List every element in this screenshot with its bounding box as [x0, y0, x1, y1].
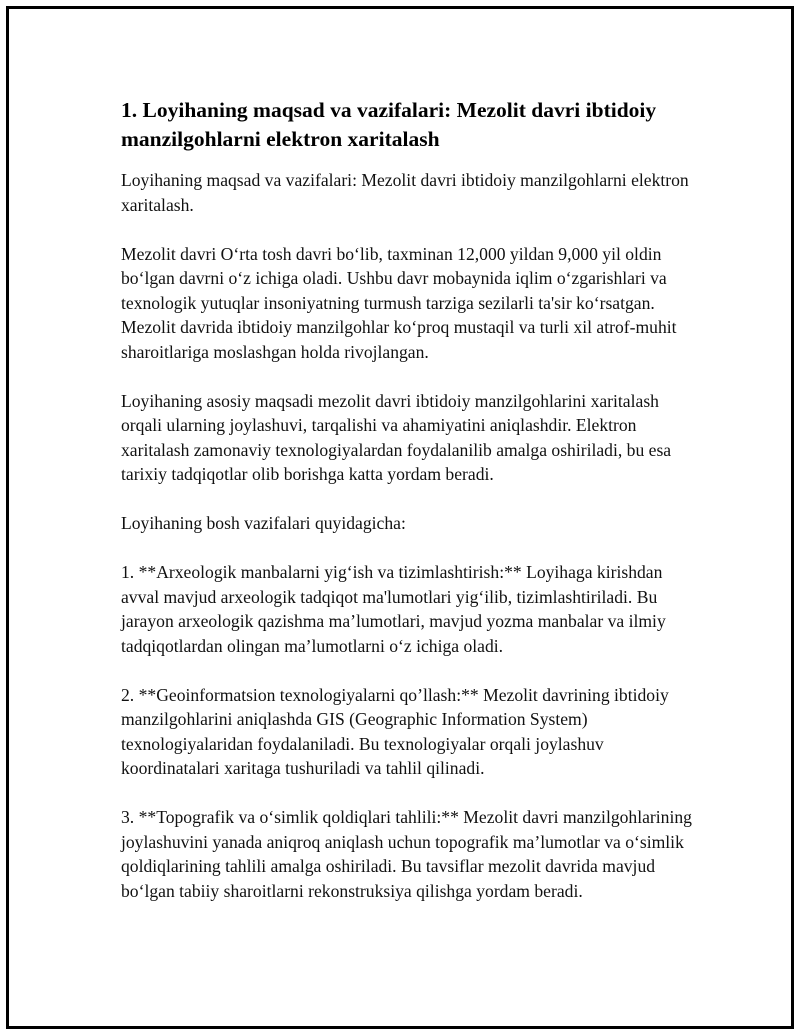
paragraph-mesolithic-period: Mezolit davri O‘rta tosh davri bo‘lib, taxminan 12,000 yildan 9,000 yil oldin bo‘lgan davrni o‘z ichiga oladi. Ushbu davr mobaynida iqlim o‘zgarishlari va texnologik yutuqlar insoniyatning turmush tarziga sezilarli ta'sir ko‘rsatgan. Mezolit davrida ibtidoiy manzilgohlar ko‘proq mustaqil va turli xil atrof-muhit sharoitlariga moslashgan holda rivojlangan.: [121, 243, 677, 362]
paragraph-intro: Loyihaning maqsad va vazifalari: Mezolit davri ibtidoiy manzilgohlarni elektron xaritalash.: [121, 170, 689, 215]
page-frame: [6, 6, 794, 1029]
document-title: 1. Loyihaning maqsad va vazifalari: Mezolit davri ibtidoiy manzilgohlarni elektron xaritalash: [121, 98, 657, 151]
paragraph-tasks-heading: Loyihaning bosh vazifalari quyidagicha:: [121, 513, 406, 533]
paragraph-main-goal: Loyihaning asosiy maqsadi mezolit davri ibtidoiy manzilgohlarini xaritalash orqali ularning joylashuvi, tarqalishi va ahamiyatini aniqlashdir. Elektron xaritalash zamonaviy texnologiyalardan foydalanilib amalga oshiriladi, bu esa tarixiy tadqiqotlar olib borishga katta yordam beradi.: [121, 390, 672, 484]
task-item-2: 2. **Geoinformatsion texnologiyalarni qo’llash:** Mezolit davrining ibtidoiy manzilgohlarini aniqlashda GIS (Geographic Information System) texnologiyalaridan foydalaniladi. Bu texnologiyalar orqali joylashuv koordinatalari xaritaga tushuriladi va tahlil qilinadi.: [121, 684, 669, 778]
task-item-1: 1. **Arxeologik manbalarni yig‘ish va tizimlashtirish:** Loyihaga kirishdan avval mavjud arxeologik tadqiqot ma'lumotlari yig‘ilib, tizimlashtiriladi. Bu jarayon arxeologik qazishma ma’lumotlari, mavjud yozma manbalar va ilmiy tadqiqotlardan olingan ma’lumotlarni o‘z ichiga oladi.: [121, 562, 666, 656]
document-body: [121, 96, 701, 928]
task-item-3: 3. **Topografik va o‘simlik qoldiqlari tahlili:** Mezolit davri manzilgohlarining joylashuvini yanada aniqroq aniqlash uchun topografik ma’lumotlar va o‘simlik qoldiqlarining tahlili amalga oshiriladi. Bu tavsiflar mezolit davrida mavjud bo‘lgan tabiiy sharoitlarni rekonstruksiya qilishga yordam beradi.: [121, 807, 692, 901]
